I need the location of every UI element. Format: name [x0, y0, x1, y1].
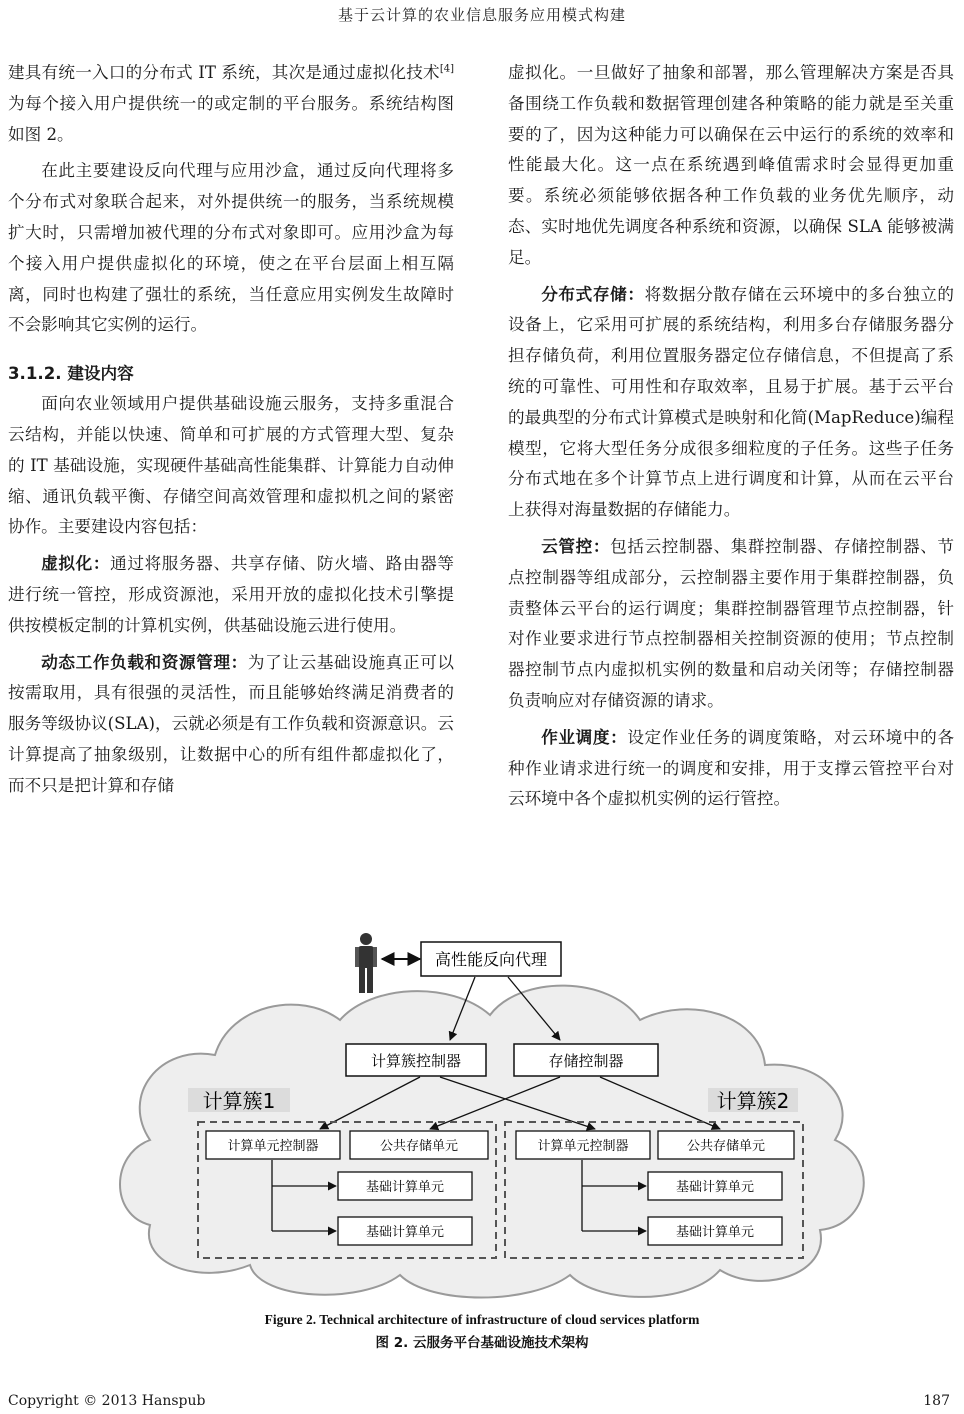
cluster2-basic-unit-2-label: 基础计算单元 [675, 1225, 755, 1240]
term-label: 动态工作负载和资源管理： [41, 652, 248, 672]
cluster2-unit-controller-label: 计算单元控制器 [537, 1139, 629, 1154]
architecture-figure [0, 925, 964, 1305]
proxy-label: 高性能反向代理 [434, 950, 548, 969]
copyright: Copyright © 2013 Hanspub [8, 1393, 206, 1409]
paragraph: 虚拟化。一旦做好了抽象和部署，那么管理解决方案是否具备围绕工作负载和数据管理创建各种策略的能力就是至关重要的了，因为这种能力可以确保在云中运行的系统的效率和性能最大化。这一点在系统遇到峰值需求时会显得更加重要。系统必须能够依据各种工作负载的业务优先顺序，动态、实时地优先调度各种系统和资源，以确保 SLA 能够被满足。 [508, 63, 954, 267]
running-header: 基于云计算的农业信息服务应用模式构建 [337, 6, 626, 24]
page-number: 187 [923, 1393, 950, 1409]
cluster2-basic-unit-1-label: 基础计算单元 [675, 1180, 755, 1195]
paragraph: 在此主要建设反向代理与应用沙盒，通过反向代理将多个分布式对象联合起来，对外提供统一的服务，当系统规模扩大时，只需增加被代理的分布式对象即可。应用沙盒为每个接入用户提供虚拟化的环境，使之在平台层面上相互隔离，同时也构建了强壮的系统，当任意应用实例发生故障时不会影响其它实例的运行。 [8, 161, 454, 335]
term-label: 云管控： [541, 536, 611, 556]
compute-cluster-controller-label: 计算簇控制器 [370, 1052, 462, 1070]
figure-caption-en: Figure 2. Technical architecture of infrastructure of cloud services platform [264, 1312, 700, 1327]
paragraph: 建具有统一入口的分布式 IT 系统，其次是通过虚拟化技术[4]为每个接入用户提供统一的或定制的平台服务。系统结构图如图 2。 [8, 63, 454, 144]
cluster2-shared-storage-label: 公共存储单元 [686, 1139, 766, 1154]
cluster1-unit-controller-label: 计算单元控制器 [227, 1139, 319, 1154]
left-column [8, 58, 454, 808]
right-column [508, 58, 954, 821]
term-label: 虚拟化： [41, 554, 111, 574]
storage-controller-label: 存储控制器 [548, 1052, 624, 1070]
paragraph: 云管控：包括云控制器、集群控制器、存储控制器、节点控制器等组成部分，云控制器主要作用于集群控制器，负责整体云平台的运行调度；集群控制器管理节点控制器，针对作业要求进行节点控制器相关控制资源的使用；节点控制器控制节点内虚拟机实例的数量和启动关闭等；存储控制器负责响应对存储资源的请求。 [508, 536, 955, 710]
cluster1-shared-storage-label: 公共存储单元 [379, 1139, 459, 1154]
term-label: 作业调度： [541, 727, 628, 747]
paragraph: 面向农业领域用户提供基础设施云服务，支持多重混合云结构，并能以快速、简单和可扩展的方式管理大型、复杂的 IT 基础设施，实现硬件基础高性能集群、计算能力自动伸缩、通讯负载平衡、存储空间高效管理和虚拟机之间的紧密协作。主要建设内容包括： [8, 394, 454, 537]
cluster1-basic-unit-1-label: 基础计算单元 [365, 1180, 445, 1195]
paragraph: 动态工作负载和资源管理：为了让云基础设施真正可以按需取用，具有很强的灵活性，而且能够始终满足消费者的服务等级协议(SLA)，云就必须是有工作负载和资源意识。云计算提高了抽象级别，让数据中心的所有组件都虚拟化了，而不只是把计算和存储 [8, 652, 455, 795]
cluster1-label: 计算簇1 [202, 1089, 276, 1113]
cluster2-label: 计算簇2 [716, 1089, 790, 1113]
paragraph: 分布式存储：将数据分散存储在云环境中的多台独立的设备上，它采用可扩展的系统结构，利用多台存储服务器分担存储负荷，利用位置服务器定位存储信息，不但提高了系统的可靠性、可用性和存取效率，且易于扩展。基于云平台的最典型的分布式计算模式是映射和化简(MapReduce)编程模型，它将大型任务分成很多细粒度的子任务。这些子任务分布式地在多个计算节点上进行调度和计算，从而在云平台上获得对海量数据的存储能力。 [508, 284, 955, 520]
user-icon [355, 933, 377, 993]
term-label: 分布式存储： [541, 284, 645, 304]
paragraph: 作业调度：设定作业任务的调度策略，对云环境中的各种作业请求进行统一的调度和安排，用于支撑云管控平台对云环境中各个虚拟机实例的运行管控。 [508, 727, 955, 809]
figure-caption-cn: 图 2. 云服务平台基础设施技术架构 [375, 1335, 589, 1351]
cluster1-basic-unit-2-label: 基础计算单元 [365, 1225, 445, 1240]
citation-ref: [4] [439, 63, 454, 75]
paragraph: 虚拟化：通过将服务器、共享存储、防火墙、路由器等进行统一管控，形成资源池，采用开放的虚拟化技术引擎提供按模板定制的计算机实例，供基础设施云进行使用。 [8, 554, 455, 635]
section-heading: 3.1.2. 建设内容 [8, 364, 134, 384]
